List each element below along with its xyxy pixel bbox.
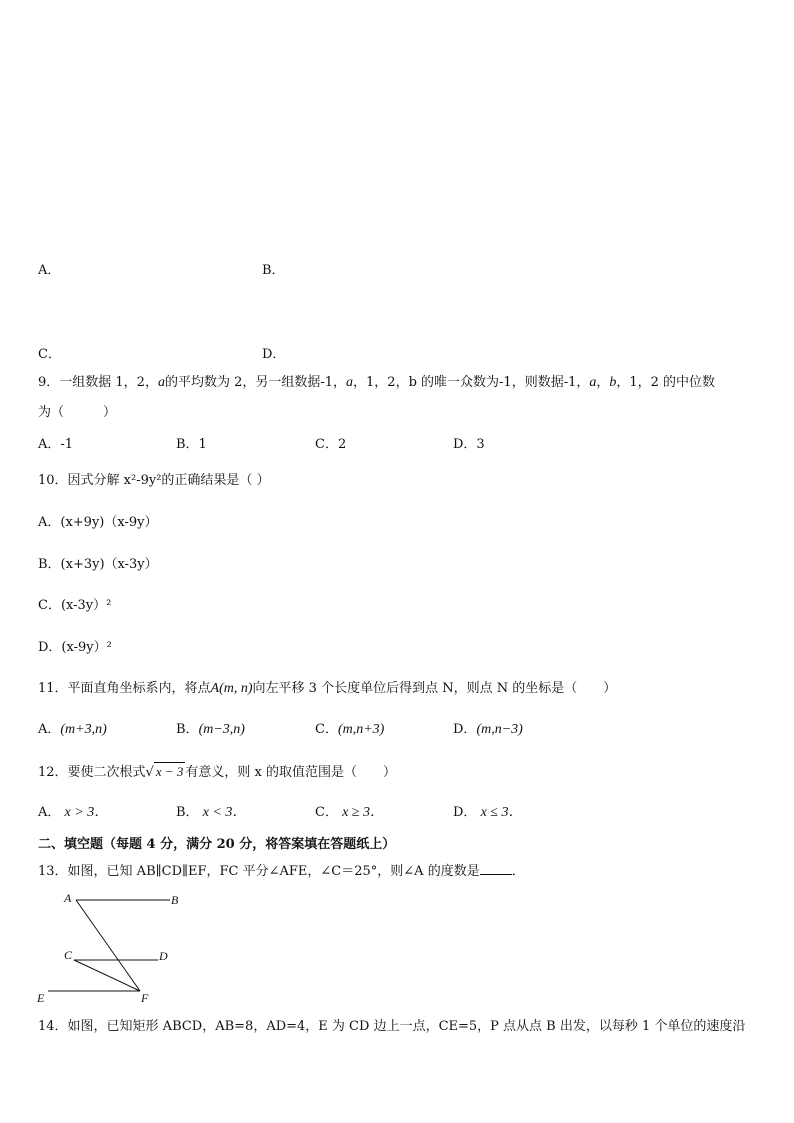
q11-option-a (38, 721, 107, 739)
q11-option-d (453, 721, 523, 739)
q9-text: ， (596, 375, 610, 390)
q13-text: 13．如图，已知 AB∥CD∥EF，FC 平分∠AFE，∠C＝25°，则∠A 的度数是 (38, 864, 480, 879)
q8-option-d: D． (262, 347, 286, 362)
label-a: A (64, 891, 72, 905)
q9-text: 的平均数为 2，另一组数据-1， (164, 375, 347, 390)
option-label: D． (453, 722, 477, 737)
q10-option-a: A．(x+9y)（x-9y） (38, 515, 158, 530)
option-label: C． (315, 805, 338, 820)
option-label: B． (176, 722, 199, 737)
q9-text: 9．一组数据 1，2， (38, 375, 158, 390)
option-math: (m,n+3) (337, 722, 385, 737)
option-math: x > 3． (64, 805, 109, 820)
q8-option-a: A． (38, 263, 61, 278)
option-label: D． (453, 805, 477, 820)
option-math: x < 3． (202, 805, 247, 820)
q9-var-b: b (609, 375, 617, 390)
q11-text: 11．平面直角坐标系内，将点 (38, 681, 211, 696)
q9-option-a: A．-1 (38, 437, 74, 452)
q12-text: 有意义，则 x 的取值范围是（ ） (185, 765, 396, 780)
section-heading: 二、填空题（每题 4 分，满分 20 分，将答案填在答题纸上） (38, 837, 396, 852)
option-label: B． (176, 805, 199, 820)
line-cf (74, 960, 140, 991)
q11-point: A(m, n) (210, 681, 253, 696)
q9-stem-line1 (38, 374, 715, 392)
q10-option-c: C．(x-3y）² (38, 598, 112, 613)
label-b: B (171, 893, 179, 907)
option-label: C． (315, 722, 338, 737)
label-d: D (159, 949, 168, 963)
q11-option-b (176, 721, 245, 739)
q11-option-c (315, 721, 384, 739)
q9-var-a: a (346, 375, 354, 390)
q9-var-a: a (157, 375, 165, 390)
option-math: x ≥ 3． (342, 805, 384, 820)
q11-text: 向左平移 3 个长度单位后得到点 N，则点 N 的坐标是（ ） (252, 681, 617, 696)
q9-option-b: B．1 (176, 437, 207, 452)
q11-stem (38, 680, 616, 698)
q12-stem (38, 762, 396, 782)
q9-option-c: C．2 (315, 437, 347, 452)
q9-var-a: a (589, 375, 597, 390)
q12-option-c (315, 804, 384, 822)
option-label: A． (38, 805, 61, 820)
q9-stem-line2: 为（ ） (38, 405, 117, 420)
q12-option-d (453, 804, 522, 822)
q13-stem (38, 862, 525, 881)
line-af (76, 900, 140, 991)
q8-option-c: C． (38, 347, 61, 362)
answer-blank (480, 862, 512, 875)
option-math: (m,n−3) (476, 722, 523, 737)
q10-option-d: D．(x-9y）² (38, 640, 112, 655)
q12-radicand: x − 3 (155, 764, 184, 779)
q9-text: ，1，2，b 的唯一众数为-1，则数据-1， (353, 375, 590, 390)
q10-stem: 10．因式分解 x²-9y²的正确结果是（ ） (38, 473, 270, 488)
q14-stem: 14．如图，已知矩形 ABCD，AB=8，AD=4，E 为 CD 边上一点，CE=5，P 点从点 B 出发，以每秒 1 个单位的速度沿 (38, 1019, 746, 1034)
option-math: (m+3,n) (60, 722, 107, 737)
q12-option-b (176, 804, 246, 822)
q8-option-b: B． (262, 263, 285, 278)
q9-text: ，1，2 的中位数 (616, 375, 716, 390)
q10-option-b: B．(x+3y)（x-3y） (38, 557, 158, 572)
sqrt-icon: √ (145, 765, 154, 780)
option-math: x ≤ 3． (480, 805, 523, 820)
q9-option-d: D．3 (453, 437, 485, 452)
q12-text: 12．要使二次根式 (38, 765, 146, 780)
label-c: C (64, 948, 73, 962)
q13-text: ． (511, 864, 525, 879)
label-f: F (141, 991, 149, 1005)
option-label: A． (38, 722, 61, 737)
q13-figure (30, 888, 190, 1008)
q12-option-a (38, 804, 108, 822)
label-e: E (37, 991, 45, 1005)
option-math: (m−3,n) (198, 722, 245, 737)
